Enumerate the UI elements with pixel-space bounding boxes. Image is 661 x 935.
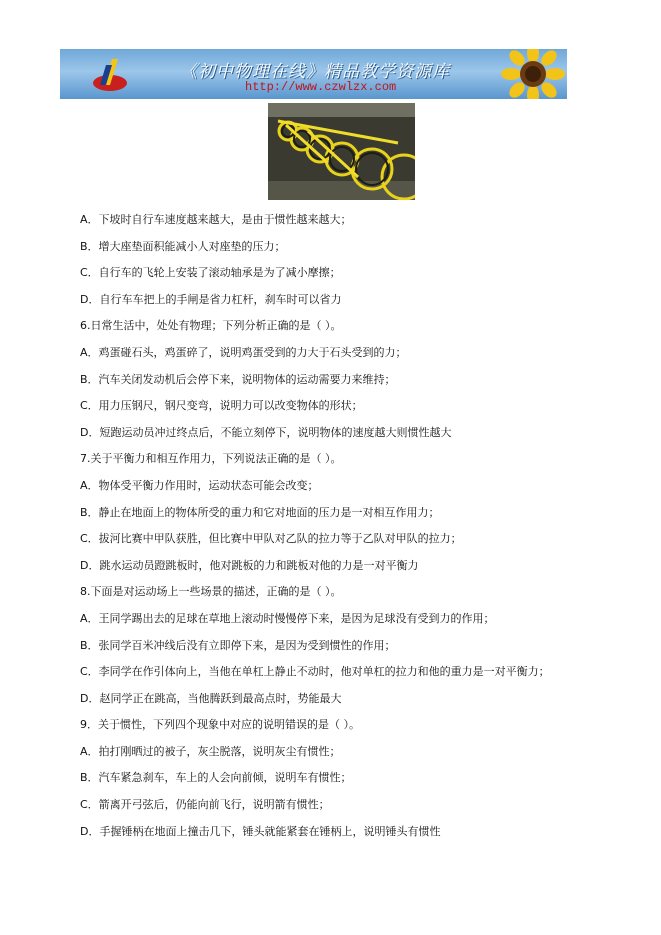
text-line: D．短跑运动员冲过终点后，不能立刻停下，说明物体的速度越大则惯性越大 [80, 425, 452, 439]
question-7: 7.关于平衡力和相互作用力，下列说法正确的是（ ）。 [80, 452, 342, 466]
text-line: D．手握锤柄在地面上撞击几下，锤头就能紧套在锤柄上，说明锤头有惯性 [80, 824, 441, 838]
text-line: C．李同学在作引体向上，当他在单杠上静止不动时，他对单杠的拉力和他的重力是一对平衡力； [80, 665, 550, 679]
text-line: A．物体受平衡力作用时，运动状态可能会改变； [80, 478, 319, 492]
text-line: C．用力压钢尺，钢尺变弯，说明力可以改变物体的形状； [80, 399, 363, 413]
question-text [80, 207, 640, 845]
banner-title: 《初中物理在线》精品教学资源库 [180, 62, 450, 82]
text-line: B．张同学百米冲线后没有立即停下来，是因为受到惯性的作用； [80, 638, 396, 652]
question-8: 8.下面是对运动场上一些场景的描述，正确的是（ ）。 [80, 585, 342, 599]
text-line: C．箭离开弓弦后，仍能向前飞行，说明箭有惯性； [80, 798, 330, 812]
text-line: D．自行车车把上的手闸是省力杠杆，刹车时可以省力 [80, 292, 342, 306]
text-line: A．拍打刚晒过的被子，灰尘脱落，说明灰尘有惯性； [80, 744, 341, 758]
text-line: A．下坡时自行车速度越来越大，是由于惯性越来越大； [80, 213, 352, 226]
text-line: C．自行车的飞轮上安装了滚动轴承是为了减小摩擦； [80, 266, 341, 280]
text-line: C．拔河比赛中甲队获胜，但比赛中甲队对乙队的拉力等于乙队对甲队的拉力； [80, 532, 462, 546]
text-line: B．汽车紧急刹车，车上的人会向前倾，说明车有惯性； [80, 771, 352, 785]
text-line: D．赵同学正在跳高，当他腾跃到最高点时，势能最大 [80, 691, 342, 705]
sunflower-icon [501, 49, 565, 99]
bicycles-photo [268, 103, 415, 200]
text-line: B．增大座垫面积能减小人对座垫的压力； [80, 239, 286, 253]
banner-url[interactable]: http://www.czwlzx.com [245, 80, 397, 94]
question-9: 9．关于惯性，下列四个现象中对应的说明错误的是（ ）。 [80, 718, 360, 732]
header-banner [60, 49, 567, 99]
text-line: B．汽车关闭发动机后会停下来，说明物体的运动需要力来维持； [80, 372, 396, 386]
text-line: D．跳水运动员蹬跳板时，他对跳板的力和跳板对他的力是一对平衡力 [80, 558, 419, 572]
text-line: B．静止在地面上的物体所受的重力和它对地面的压力是一对相互作用力； [80, 505, 440, 519]
text-line: A．鸡蛋碰石头，鸡蛋碎了，说明鸡蛋受到的力大于石头受到的力； [80, 345, 407, 359]
text-line: A．王同学踢出去的足球在草地上滚动时慢慢停下来，是因为足球没有受到力的作用； [80, 611, 495, 625]
question-6: 6.日常生活中，处处有物理；下列分析正确的是（ ）。 [80, 319, 342, 333]
logo-icon [90, 55, 130, 95]
